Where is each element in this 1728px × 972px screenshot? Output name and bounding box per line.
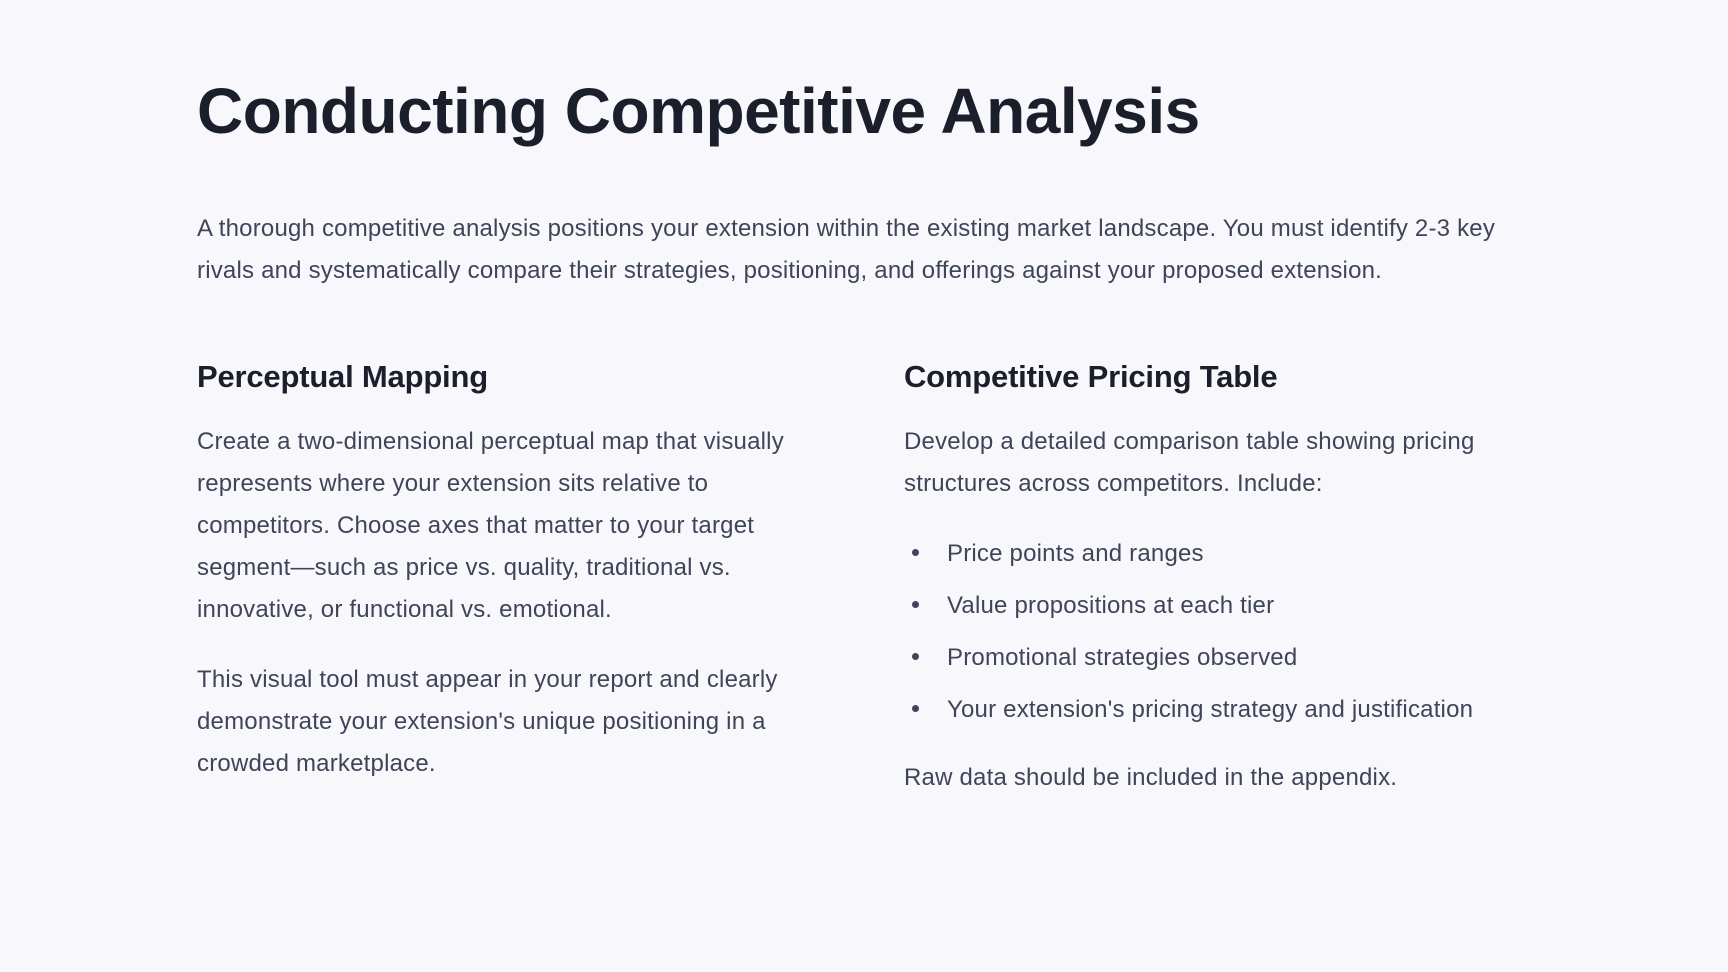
bullet-item-promotional-strategies bbox=[904, 637, 1512, 679]
perceptual-mapping-paragraph-2: This visual tool must appear in your report and clearly demonstrate your extension's unique positioning in a crowded marketplace. bbox=[197, 665, 778, 777]
section-perceptual-mapping bbox=[197, 358, 805, 827]
pricing-footer-paragraph: Raw data should be included in the appendix. bbox=[904, 763, 1398, 791]
perceptual-mapping-paragraph-1: Create a two-dimensional perceptual map that visually represents where your extension sits relative to competitors. Choose axes that matter to your target segment—such as price vs. quality, traditional vs. innovative, or functional vs. emotional. bbox=[197, 427, 784, 623]
page-title: Conducting Competitive Analysis bbox=[197, 75, 1200, 147]
bullet-text: Value propositions at each tier bbox=[947, 591, 1275, 619]
bullet-icon bbox=[912, 705, 919, 712]
section-competitive-pricing-table bbox=[904, 358, 1512, 827]
section-heading-competitive-pricing-table: Competitive Pricing Table bbox=[904, 358, 1278, 394]
pricing-intro-paragraph: Develop a detailed comparison table showing pricing structures across competitors. Include: bbox=[904, 427, 1475, 497]
bullet-item-price-points bbox=[904, 533, 1512, 575]
bullet-text: Price points and ranges bbox=[947, 539, 1204, 567]
content-container bbox=[197, 0, 1512, 827]
two-column-layout bbox=[197, 358, 1512, 827]
pricing-bullet-list bbox=[904, 533, 1512, 731]
bullet-item-value-propositions bbox=[904, 585, 1512, 627]
intro-paragraph: A thorough competitive analysis positions your extension within the existing market landscape. You must identify 2-3 key rivals and systematically compare their strategies, positioning, and offerings against your proposed extension. bbox=[197, 214, 1496, 284]
bullet-icon bbox=[912, 549, 919, 556]
bullet-icon bbox=[912, 653, 919, 660]
section-heading-perceptual-mapping: Perceptual Mapping bbox=[197, 358, 488, 394]
bullet-text: Promotional strategies observed bbox=[947, 643, 1298, 671]
bullet-text: Your extension's pricing strategy and justification bbox=[947, 695, 1474, 723]
bullet-icon bbox=[912, 601, 919, 608]
bullet-item-pricing-strategy bbox=[904, 689, 1512, 731]
